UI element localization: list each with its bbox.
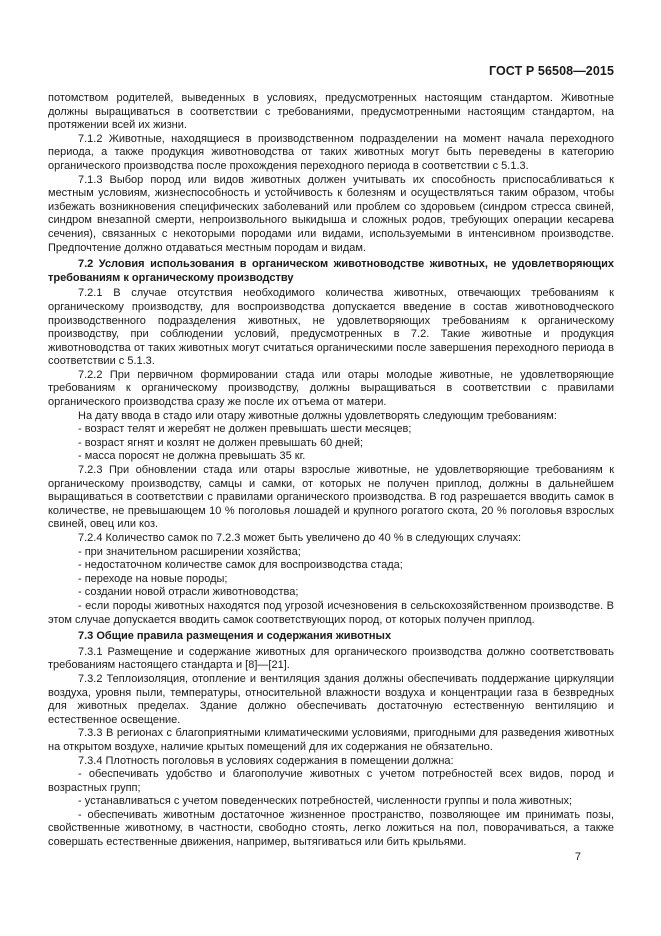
document-body — [48, 92, 614, 850]
clause-7-2-4: 7.2.4 Количество самок по 7.2.3 может быть увеличено до 40 % в следующих случаях: — [78, 532, 522, 544]
list-item: - создании новой отрасли животноводства; — [78, 586, 299, 599]
list-item: - устанавливаться с учетом поведенческих потребностей, численности группы и пола животных; — [78, 795, 573, 808]
clause-7-2-3: 7.2.3 При обновлении стада или отары взрослые животные, не удовлетворяющие требованиям к органическому производству, самцы и самки, от которых не получен приплод, должны в дальнейшем выращиваться в соответствии с правилами органического производства. В год разрешается вводить самок в количестве, не превышающем 10 % поголовья лошадей и крупного рогатого скота, 20 % поголовья взрослых свиней, овец или коз. — [48, 464, 614, 531]
list-item: - возраст телят и жеребят не должен превышать шести месяцев; — [78, 423, 412, 436]
list-item: - если породы животных находятся под угрозой исчезновения в сельскохозяйственном производстве. В этом случае допускается вводить самок соответствующих пород, от которых получен приплод. — [48, 599, 614, 626]
list-item: - обеспечивать удобство и благополучие животных с учетом потребностей всех видов, пород и возрастных групп; — [48, 768, 614, 794]
clause-7-3-2: 7.3.2 Теплоизоляция, отопление и вентиляция здания должны обеспечивать поддержание циркуляции воздуха, уровня пыли, температуры, относительной влажности воздуха и концентрации газа в безвредных для животных пределах. Здание должно обеспечивать достаточную естественную вентиляцию и естественное освещение. — [48, 672, 614, 726]
list-item: - масса поросят не должна превышать 35 кг. — [78, 450, 306, 463]
standard-code: ГОСТ Р 56508—2015 — [488, 64, 614, 78]
clause-7-3-4: 7.3.4 Плотность поголовья в условиях содержания в помещении должна: — [78, 754, 454, 767]
paragraph: потомством родителей, выведенных в условиях, предусмотренных настоящим стандартом. Животные должны выращиваться в соответствии с требованиями, предусмотренными настоящим стандартом, на протяжении всей их жизни. — [48, 92, 614, 132]
clause-7-2-1: 7.2.1 В случае отсутствия необходимого количества животных, отвечающих требованиям к органическому производству, для воспроизводства допускается введение в состав животноводческого производственного подразделения животных, не удовлетворяющих требованиям к органическому производству, при соблюдении условий, предусмотренных в 7.2. Такие животные и продукция животноводства от таких животных могут считаться органическими после завершения переходного периода в соответствии с 5.1.3. — [48, 287, 614, 368]
clause-7-3-1: 7.3.1 Размещение и содержание животных для органического производства должно соответствовать требованиям настоящего стандарта и [8]—[21]. — [48, 645, 614, 672]
list-item: - при значительном расширении хозяйства; — [78, 545, 301, 558]
section-heading-7-2: 7.2 Условия использования в органическом животноводстве животных, не удовлетворяющих требованиям к органическому производству — [48, 258, 614, 284]
list-item: - обеспечивать животным достаточное жизненное пространство, позволяющее им принимать позы, свойственные животному, в частности, свободно стоять, легко ложиться на пол, поворачиваться, а также совершать естественные движения, например, вытягиваться или бить крыльями. — [48, 808, 614, 849]
paragraph: На дату ввода в стадо или отару животные должны удовлетворять следующим требованиям: — [78, 409, 557, 422]
clause-7-1-2: 7.1.2 Животные, находящиеся в производственном подразделении на момент начала переходного периода, а также продукция животноводства от таких животных могут быть переведены в категорию органического производства после прохождения переходного периода в соответствии с 5.1.3. — [48, 132, 614, 172]
list-item: - недостаточном количестве самок для воспроизводства стада; — [78, 559, 403, 572]
clause-7-3-3: 7.3.3 В регионах с благоприятными климатическими условиями, пригодными для разведения животных на открытом воздухе, наличие крытых помещений для их содержания не обязательно. — [48, 727, 614, 753]
clause-7-2-2: 7.2.2 При первичном формировании стада или отары молодые животные, не удовлетворяющие требованиям к органическому производству, должны выращиваться в соответствии с правилами органического производства сразу же после их отъема от матери. — [48, 368, 614, 409]
list-item: - переходе на новые породы; — [78, 572, 228, 585]
list-item: - возраст ягнят и козлят не должен превышать 60 дней; — [78, 436, 364, 449]
clause-7-1-3: 7.1.3 Выбор пород или видов животных должен учитывать их способность приспосабливаться к местным условиям, жизнеспособность и устойчивость к болезням и осуществляться таким образом, чтобы избежать возникновения специфических заболеваний или проблем со здоровьем (синдром стресса свиней, синдром внезапной смерти, непроизвольного выкидыша и сложных родов, требующих операции кесарева сечения), связанных с некоторыми породами или видами, используемыми в интенсивном производстве. Предпочтение должно отдаваться местным породам и видам. — [48, 173, 614, 254]
page-number: 7 — [574, 851, 581, 863]
section-heading-7-3: 7.3 Общие правила размещения и содержания животных — [78, 630, 392, 643]
